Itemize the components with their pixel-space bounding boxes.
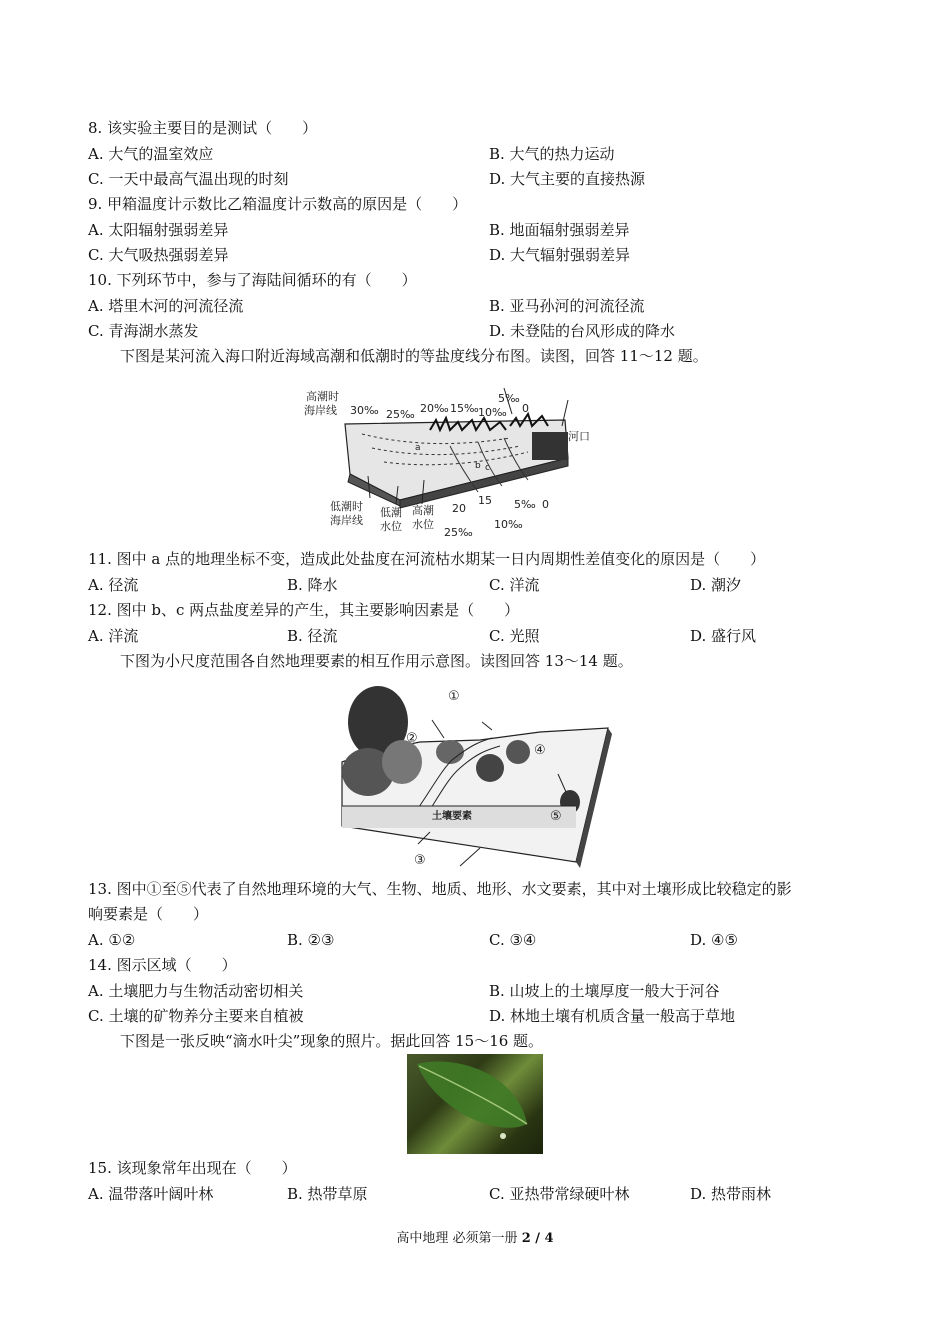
q9-stem: 9. 甲箱温度计示数比乙箱温度计示数高的原因是（ ） bbox=[88, 195, 468, 213]
label-low-tide-line-2: 海岸线 bbox=[330, 514, 363, 527]
q13-stem-line2: 响要素是（ ） bbox=[88, 905, 209, 923]
q11-stem: 11. 图中 a 点的地理坐标不变，造成此处盐度在河流枯水期某一日内周期性差值变化的原因是（ ） bbox=[88, 550, 766, 568]
label-low-level-1: 低潮 bbox=[380, 506, 402, 519]
tree-left-mid bbox=[382, 740, 422, 784]
q11-option-c: C. 洋流 bbox=[489, 576, 540, 594]
label-bot-15: 15 bbox=[478, 494, 492, 507]
q14-option-d: D. 林地土壤有机质含量一般高于草地 bbox=[489, 1007, 736, 1025]
label-point-b: b bbox=[475, 461, 481, 471]
q14-option-b: B. 山坡上的土壤厚度一般大于河谷 bbox=[489, 982, 720, 1000]
label-element-5: ⑤ bbox=[550, 809, 562, 824]
q8-option-a: A. 大气的温室效应 bbox=[88, 145, 214, 163]
q13-option-d: D. ④⑤ bbox=[690, 931, 738, 949]
q9-option-c: C. 大气吸热强弱差异 bbox=[88, 246, 229, 264]
label-top-5: 5‰ bbox=[498, 392, 520, 405]
label-bot-10: 10‰ bbox=[494, 518, 523, 531]
q8-option-c: C. 一天中最高气温出现的时刻 bbox=[88, 170, 289, 188]
q8-stem: 8. 该实验主要目的是测试（ ） bbox=[88, 119, 318, 137]
label-top-20: 20‰ bbox=[420, 402, 449, 415]
q11-option-a: A. 径流 bbox=[88, 576, 139, 594]
q10-option-a: A. 塔里木河的河流径流 bbox=[88, 297, 244, 315]
label-high-tide-line-1: 高潮时 bbox=[306, 390, 339, 403]
q11-option-d: D. 潮汐 bbox=[690, 576, 742, 594]
label-element-3: ③ bbox=[414, 853, 426, 868]
water-drop bbox=[500, 1133, 506, 1139]
label-point-a: a bbox=[415, 443, 421, 453]
arrow-2 bbox=[432, 720, 444, 738]
page-footer bbox=[0, 1230, 950, 1248]
q14-option-c: C. 土壤的矿物养分主要来自植被 bbox=[88, 1007, 304, 1025]
label-top-0: 0 bbox=[522, 402, 529, 415]
q10-option-d: D. 未登陆的台风形成的降水 bbox=[489, 322, 676, 340]
q12-stem: 12. 图中 b、c 两点盐度差异的产生，其主要影响因素是（ ） bbox=[88, 601, 520, 619]
label-bot-25: 25‰ bbox=[444, 526, 473, 539]
q9-option-d: D. 大气辐射强弱差异 bbox=[489, 246, 631, 264]
label-soil-element: 土壤要素 bbox=[432, 811, 472, 822]
label-element-2: ② bbox=[406, 731, 418, 746]
label-low-level-2: 水位 bbox=[380, 520, 402, 533]
intro-13-14: 下图为小尺度范围各自然地理要素的相互作用示意图。读图回答 13～14 题。 bbox=[120, 652, 633, 670]
q13-option-a: A. ①② bbox=[88, 931, 136, 949]
tree-right-2 bbox=[506, 740, 530, 764]
estuary-salinity-figure bbox=[300, 386, 610, 540]
q13-stem-line1: 13. 图中①至⑤代表了自然地理环境的大气、生物、地质、地形、水文要素，其中对土壤形成比较稳定的影 bbox=[88, 880, 792, 898]
leaf-shape bbox=[417, 1062, 527, 1128]
q15-option-d: D. 热带雨林 bbox=[690, 1185, 772, 1203]
q10-option-c: C. 青海湖水蒸发 bbox=[88, 322, 199, 340]
label-high-level-1: 高潮 bbox=[412, 504, 434, 517]
q8-option-d: D. 大气主要的直接热源 bbox=[489, 170, 646, 188]
label-top-30: 30‰ bbox=[350, 404, 379, 417]
label-bot-20: 20 bbox=[452, 502, 466, 515]
q15-option-c: C. 亚热带常绿硬叶林 bbox=[489, 1185, 630, 1203]
label-bot-0: 0 bbox=[542, 498, 549, 511]
label-element-1: ① bbox=[448, 689, 460, 704]
q14-stem: 14. 图示区域（ ） bbox=[88, 956, 237, 974]
q12-option-b: B. 径流 bbox=[287, 627, 338, 645]
intro-15-16: 下图是一张反映“滴水叶尖”现象的照片。据此回答 15～16 题。 bbox=[120, 1032, 544, 1050]
q14-option-a: A. 土壤肥力与生物活动密切相关 bbox=[88, 982, 304, 1000]
q11-option-b: B. 降水 bbox=[287, 576, 338, 594]
footer-page-number: 2 / 4 bbox=[521, 1231, 554, 1246]
label-estuary: 河口 bbox=[568, 430, 590, 443]
label-element-4: ④ bbox=[534, 743, 546, 758]
label-bot-5: 5‰ bbox=[514, 498, 536, 511]
geographic-elements-figure bbox=[340, 682, 612, 872]
arrow-3b bbox=[460, 848, 480, 866]
q9-option-b: B. 地面辐射强弱差异 bbox=[489, 221, 630, 239]
q8-option-b: B. 大气的热力运动 bbox=[489, 145, 615, 163]
label-top-25: 25‰ bbox=[386, 408, 415, 421]
q15-option-a: A. 温带落叶阔叶林 bbox=[88, 1185, 214, 1203]
q12-option-a: A. 洋流 bbox=[88, 627, 139, 645]
intro-11-12: 下图是某河流入海口附近海域高潮和低潮时的等盐度线分布图。读图，回答 11～12 题。 bbox=[120, 347, 708, 365]
q10-stem: 10. 下列环节中，参与了海陆间循环的有（ ） bbox=[88, 271, 417, 289]
leaf-photo-graphic bbox=[407, 1054, 543, 1154]
label-low-tide-line-1: 低潮时 bbox=[330, 500, 363, 513]
estuary-bank bbox=[532, 432, 568, 460]
q9-option-a: A. 太阳辐射强弱差异 bbox=[88, 221, 229, 239]
q13-option-c: C. ③④ bbox=[489, 931, 537, 949]
label-high-tide-line-2: 海岸线 bbox=[304, 404, 337, 417]
drip-tip-leaf-photo bbox=[407, 1054, 543, 1154]
q15-stem: 15. 该现象常年出现在（ ） bbox=[88, 1159, 297, 1177]
label-top-15: 15‰ bbox=[450, 402, 479, 415]
q12-option-d: D. 盛行风 bbox=[690, 627, 757, 645]
label-top-10: 10‰ bbox=[478, 406, 507, 419]
q13-option-b: B. ②③ bbox=[287, 931, 335, 949]
arrow-1 bbox=[482, 722, 492, 730]
q15-option-b: B. 热带草原 bbox=[287, 1185, 368, 1203]
footer-title: 高中地理 必须第一册 bbox=[396, 1231, 518, 1246]
tree-right-1 bbox=[476, 754, 504, 782]
label-high-level-2: 水位 bbox=[412, 518, 434, 531]
tree-center bbox=[436, 740, 464, 764]
label-point-c: c bbox=[485, 463, 490, 473]
q12-option-c: C. 光照 bbox=[489, 627, 540, 645]
q10-option-b: B. 亚马孙河的河流径流 bbox=[489, 297, 645, 315]
